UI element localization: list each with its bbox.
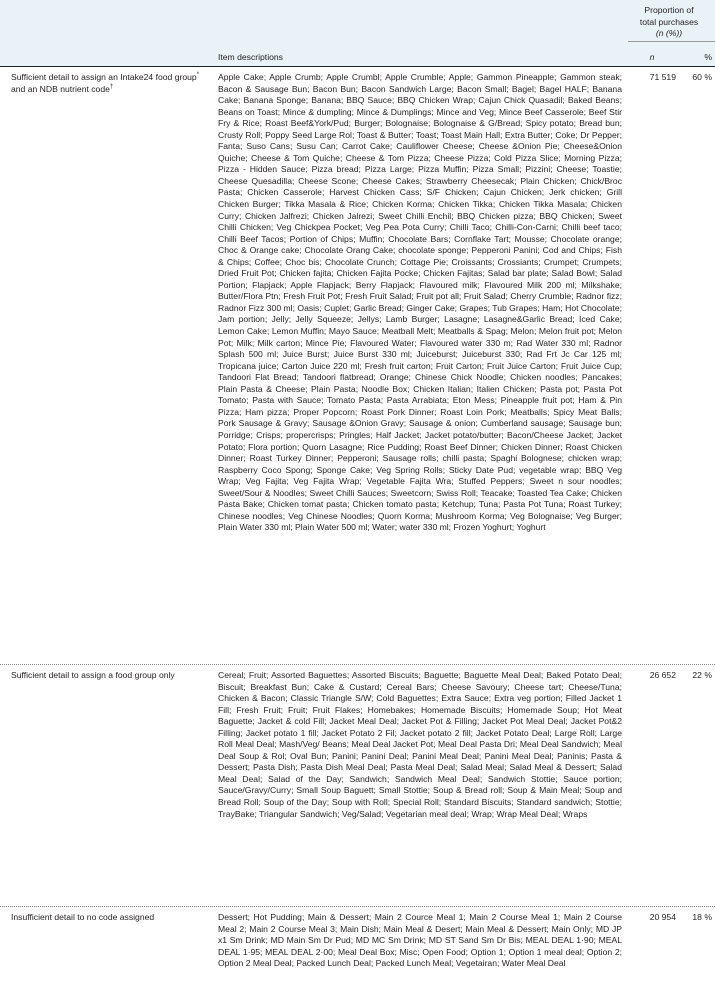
percent-header: %: [704, 52, 712, 62]
proportion-header: [623, 5, 715, 40]
header-bottom-rule: [0, 66, 715, 67]
row-category: Sufficient detail to assign a food group only: [11, 670, 175, 680]
row-n: 26 652: [649, 670, 676, 680]
header-divider: [628, 41, 715, 42]
table-header: [0, 0, 715, 66]
row-percent: 22 %: [692, 670, 712, 680]
row-category: Insufficient detail to no code assigned: [11, 912, 155, 922]
footnote-marker: †: [109, 83, 114, 90]
row-description: Dessert; Hot Pudding; Main & Dessert; Main 2 Cource Meal 1; Main 2 Course Meal 1; Main 2 Course Meal 2; Main 2 Course Meal 3; Main Dish; Main Meal & Desert; Main Meal & Dessert; Main Only; MD JP x1 Sm Drink; MD Main Sm Dr Pud; MD MC Sm Drink; MD ST Sand Sm Dr Bis; MEAL DEAL 1·90; MEAL DEAL 1·95; MEAL DEAL 2·00; Meal Deal Box; Misc; Open Food; Option 1; Option 1 meal deal; Option 2; Option 2 Meal Deal; Packed Lunch Deal; Packed Lunch Meal; Vegetairan; Water Meal Deal: [218, 912, 622, 969]
row-percent: 18 %: [692, 912, 712, 922]
table-row: [0, 912, 715, 992]
n-header: n: [649, 52, 655, 62]
row-separator: [0, 664, 715, 665]
row-n: 71 519: [649, 72, 676, 82]
category-text: Sufficient detail to assign an Intake24 food group: [11, 72, 197, 82]
row-description: Apple Cake; Apple Crumb; Apple Crumbl; Apple Crumble; Apple; Gammon Pineapple; Gammon steak; Bacon & Sausage Bun; Bacon Bun; Bacon Sandwich Large; Bacon Small; Bagel; Bagel HALF; Banana Cake; Banana Sponge; Banana; BBQ Sauce; BBQ Chicken Wrap; Cajun Chick Quasadil; Baked Beans; Beans on Toast; Mince & dumpling; Mince & Dumplings; Mince and Veg; Mince Beef Casserole; Beef Stir Fry & Rice; Roast Beef&York/Pud; Burger; Bolognaise; Bolognaise & G/Bread; Spicy potato; Bread bun; Crusty Roll; Poppy Seed Large Rol; Toast & Butter; Toast; Toast Main Hall; Extra Butter; Coke; Dr Pepper; Fanta; Suso Cans; Susu Can; Carrot Cake; Cauliflower Cheese; Cheese &Onion Pie; Cheese&Onion Quiche; Cheese & Tom Quiche; Cheese & Tom Pizza; Cheese Pizza; Cold Pizza Slice; Morning Pizza; Pizza - Hidden Sauce; Pizza bread; Pizza Large; Pizza Muffin; Pizza Small; Pizzini; Cheese; Toastie; Cheese Quesadilla; Cheese Scone; Cheese Cakes; Strawberry Cheesecak; Plain Chicken; Chick/Broc Pasta; Chicken Casserole; Harvest Chicken Cass; S/F Chicken; Cajun Chicken; Jerk chicken; Grill Chicken Burger; Tikka Masala & Rice; Chicken Korma; Chicken Tikka; Chicken Tikka Masala; Chicken Curry; Chicken Jalfrezi; Chicken Jalrezi; Sweet Chilli Enchil; BBQ Chicken pizza; BBQ Chicken; Sweet Chilli Chicken; Veg Chickpea Pocket; Veg Pea Pota Curry; Chilli Taco; Chilli-Con-Carni; Chilli beef taco; Chilli Beef Tacos; Portion of Chips; Muffin; Chocolate Bars; Cornflake Tart; Mousse; Chocolate orange; Choc & Orange cake; Chocolate Orang Cake; chocolate sponge; Pepperoni Panini; Cod and Chips; Fish & Chips; Coffee; Choc bis; Chocolate Crunch; Cottage Pie; Croissants; Crossiants; Crumpet; Crumpets; Dried Fruit Pot; Chicken fajita; Chicken Fajita Pocke; Chicken Fajitas; Salad bar plate; Salad Bowl; Salad Portion; Flapjack; Apple Flapjack; Berry Flapjack; Flavoured milk; Flavoured Milk 200 ml; Milkshake; Butter/Flora Ptn; Fresh Fruit Pot; Fresh Fruit Salad; Fruit pot all; Fruit Salad; Cherry Crumble; Radnor fizz; Radnor Fizz 300 ml; Oasis; Cuplet; Garlic Bread; Ginger Cake; Grapes; Tub Grapes; Ham; Hot Chocolate; Jam portion; Jelly; Jelly Squeeze; Jellys; Lamb Burger; Lasagne; Lasagne&Garlic Bread; Iced Cake; Lemon Cake; Lemon Muffin; Mayo Sauce; Meatball Melt; Meatballs & Spag; Melon; Melon fruit pot; Melon Pot; Milk; Milk carton; Mince Pie; Flavoured Water; Flavoured water 330 m; Rad Water 330 ml; Radnor Splash 500 ml; Juice Burst; Juice Burst 330 ml; Juiceburst; Juiceburst 330; Rad Frt Jc Car 125 ml; Tropicana juice; Carton Juice 220 ml; Fresh fruit carton; Fruit Carton; Fruit Juice Carton; Fruit Juice Cup; Tandoori Flat Bread; Tandoori flatbread; Orange; Chinese Chick Noodle; Chicken noodles; Pancakes; Plain Pasta & Cheese; Plain Pasta; Noodle Box; Chicken Italian; Italien Chicken; Pasta pot; Pasta Pot Tomato; Pasta with Sauce; Tomato Pasta; Pasta Arrabiata; Eton Mess; Pineapple fruit pot; Ham & Pin Pizza; Ham pizza; Proper Popcorn; Roast Pork Dinner; Roast Loin Pork; Meatballs; Spicy Meat Balls; Pork Sausage & Gravy; Sausage &Onion Gravy; Sausage & onion; Cumberland sausage; Sausage bun; Porridge; Crisps; propercrisps; Pringles; Half Jacket; Jacket potato/butter; Bacon/Cheese Jacket; Jacket Potato; Flora portion; Quorn Lasagne; Rice Pudding; Roast Beef Dinner; Chicken Dinner; Roast Chicken Dinner; Roast Turkey Dinner; Pepperoni; Sausage rolls; chilli pasta; Spaghi Bolognese; chicken wrap; Raspberry Coco Spong; Sponge Cake; Veg Spring Rolls; Sticky Date Pud; vegetable wrap; BBQ Veg Wrap; Veg Fajita; Veg Fajita Wrap; Vegetable Fajita Wra; Stuffed Peppers; Sweet n sour noodles; Sweet/Sour & Noodles; Sweet Chilli Sauces; Sweetcorn; Swiss Roll; Teacake; Toasted Tea Cake; Chicken Pasta Bake; Chicken tomat pasta; Chicken tomato pasta; Ketchup; Tuna; Pasta Pot Tuna; Roast Turkey; Chinese noodles; Veg Chinese Noodles; Quorn Korma; Mushroom Korma; Veg Bolognaise; Veg Burger; Plain Water 330 ml; Plain Water 500 ml; Water; water 330 ml; Frozen Yoghurt; Yoghurt: [218, 72, 622, 533]
table-row: [0, 670, 715, 906]
row-category: [11, 72, 201, 95]
category-text-cont: and an NDB nutrient code: [11, 83, 110, 94]
footnote-marker: *: [196, 72, 200, 79]
row-n: 20 954: [649, 912, 676, 922]
item-descriptions-header: Item descriptions: [218, 52, 283, 62]
proportion-header-line1: Proportion of: [644, 5, 694, 15]
row-percent: 60 %: [692, 72, 712, 82]
proportion-header-line3: (n (%)): [655, 28, 683, 38]
row-separator: [0, 906, 715, 907]
row-description: Cereal; Fruit; Assorted Baguettes; Assorted Biscuits; Baguette; Baguette Meal Deal; Baked Potato Deal; Biscuit; Breakfast Bun; Cake & Custard; Cereal Bars; Cheese Savoury; Cheese tart; Cheese/Tuna; Chicken & Bacon; Classic Triangle S/W; Cold Baguettes; Extra Sauce; Extra veg portion; Filled Jacket 1 Fill; Fresh Fruit; Fruit; Fruit Flakes; Homebakes; Homemade Biscuits; Homemade Soup; Hot Meat Baguette; Jacket & cold Fill; Jacket Meal Deal; Jacket Pot & Filling; Jacket Pot Meal Deal; Jacket Pot&2 Filling; Jacket potato 1 fill; Jacket Potato 2 Fil; Jacket potato 2 fill; Jacket Potato Deal; Large Roll; Large Roll Meal Deal; Mash/Veg/ Beans; Meal Deal Jacket Pot; Meal Deal Pasta Dri; Meal Deal Sandwich; Meal Deal Soup & Rol; Oval Bun; Panini; Panini Deal; Panini Meal Deal; Panini Meal Deal; Paninis; Pasta & Dessert; Pasta Dish; Pasta Dish Meal Deal; Pasta Meal Deal; Salad Meal; Salad Meal & Dessert; Salad Meal Deal; Salad of the Day; Sandwich; Sandwich Meal Deal; Sandwich Stottie; Sauce portion; Sauce/Gravy/Curry; Small Soup Baguett; Small Stottie; Soup & Bread roll; Soup & Main Meal; Soup and Bread Roll; Soup of the Day; Soup with Roll; Special Roll; Standard Biscuits; Standard sandwich; Stottie; TrayBake; Triangular Sandwich; Veg/Salad; Vegetarian meal deal; Wrap; Wrap Meal Deal; Wraps: [218, 670, 622, 819]
table-row: [0, 72, 715, 664]
proportion-header-line2: total purchases: [639, 16, 699, 27]
